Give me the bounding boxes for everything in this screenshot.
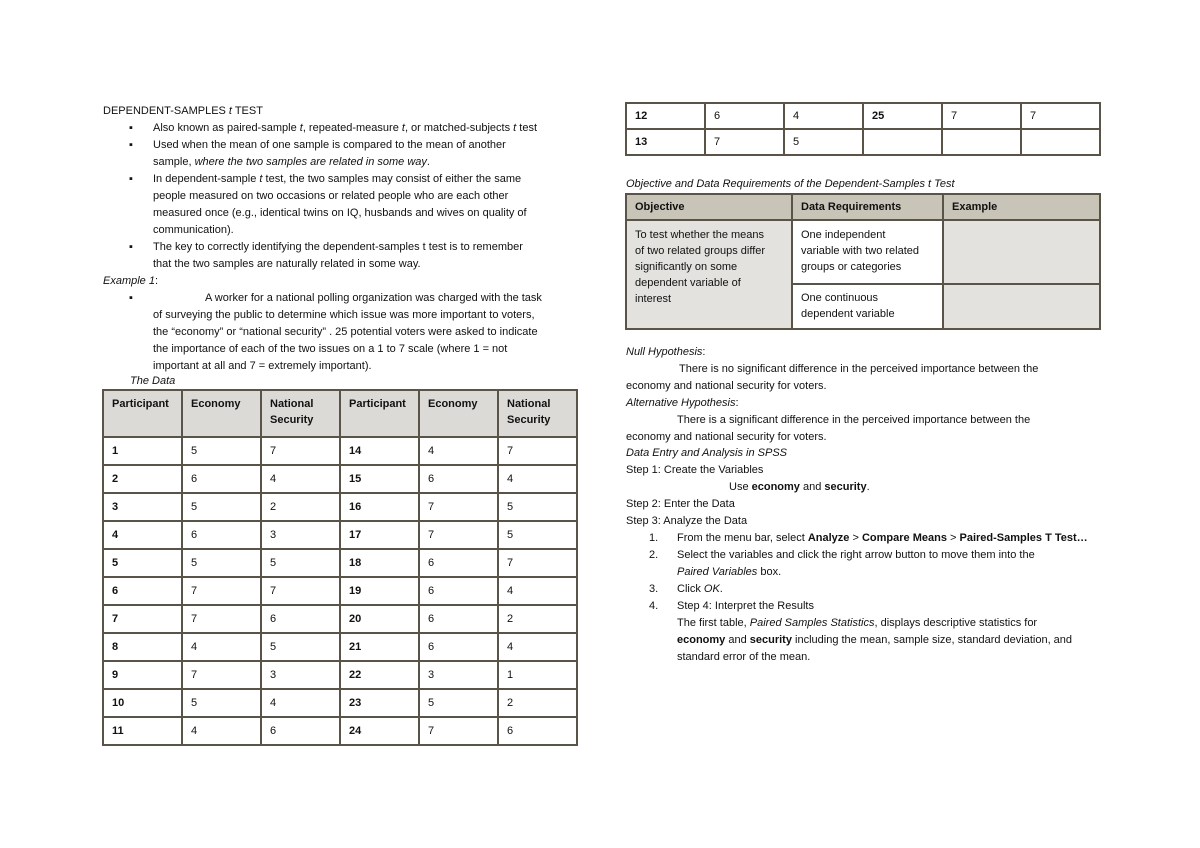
header-cell: Participant	[103, 390, 182, 437]
example-text: ▪ A worker for a national polling organization was charged with the task of surveying the public to determine which issue was more important to voters, the “economy” or “national security” . 25 potential voters were asked to indicate the importance of each of the two issues on a 1 to 7 scale (where 1 = not important at all and 7 = extremely important).	[129, 292, 542, 372]
table-cell: 7	[498, 549, 577, 577]
table-cell: 6	[498, 717, 577, 745]
header-cell: Participant	[340, 390, 419, 437]
table-row	[103, 465, 577, 493]
table-cell: 2	[498, 689, 577, 717]
step-2: Step 2: Enter the Data	[626, 498, 735, 510]
table-cell: 4	[261, 465, 340, 493]
table-cell: 3	[261, 661, 340, 689]
table-cell: 6	[261, 717, 340, 745]
table-cell: 24	[340, 717, 419, 745]
table-cell: 8	[103, 633, 182, 661]
table-cell: 6	[261, 605, 340, 633]
table-cell: 7	[705, 129, 784, 155]
table-cell: 7	[419, 717, 498, 745]
table-cell: 10	[103, 689, 182, 717]
table-cell: 5	[103, 549, 182, 577]
table-cell: 7	[419, 493, 498, 521]
step-3: Step 3: Analyze the Data	[626, 515, 748, 527]
table-cell: 2	[261, 493, 340, 521]
table-row	[103, 437, 577, 465]
table-cell: 4	[498, 633, 577, 661]
requirement-cell: One independent variable with two related groups or categories	[792, 220, 943, 284]
table-cell: 4	[498, 465, 577, 493]
data-caption: The Data	[130, 375, 176, 387]
table-cell: 19	[340, 577, 419, 605]
table-cell: 20	[340, 605, 419, 633]
table-cell	[942, 129, 1021, 155]
table-cell: 2	[498, 605, 577, 633]
table-cell: 7	[419, 521, 498, 549]
table-cell: 3	[103, 493, 182, 521]
table-cell: 6	[419, 465, 498, 493]
bullet-icon: ▪	[129, 139, 133, 151]
bullet-icon: ▪	[129, 292, 133, 304]
table-cell: 4	[784, 103, 863, 129]
table-cell: 7	[498, 437, 577, 465]
table-cell: 7	[261, 577, 340, 605]
table-cell	[863, 129, 942, 155]
table-row	[626, 103, 1100, 129]
header-cell: Economy	[419, 390, 498, 437]
objective-cell: To test whether the means of two related groups differ significantly on some dependent variable of interest	[626, 220, 792, 329]
table-cell: 5	[498, 521, 577, 549]
objective-table	[625, 193, 1101, 330]
table-cell: 3	[419, 661, 498, 689]
table-cell: 6	[705, 103, 784, 129]
table-cell: 6	[419, 549, 498, 577]
table-cell	[1021, 129, 1100, 155]
table-cell: 7	[261, 437, 340, 465]
table-cell: 7	[103, 605, 182, 633]
table-cell: 5	[784, 129, 863, 155]
table-cell: 5	[498, 493, 577, 521]
list-item-1: 1. From the menu bar, select Analyze > Compare Means > Paired-Samples T Test…	[649, 532, 1088, 544]
table-row	[103, 661, 577, 689]
bullet-icon: ▪	[129, 173, 133, 185]
table-cell: 25	[863, 103, 942, 129]
bullet-icon: ▪	[129, 122, 133, 134]
header-cell: Economy	[182, 390, 261, 437]
bullet-2: ▪ Used when the mean of one sample is compared to the mean of another sample, where the two samples are related in some way.	[129, 139, 506, 168]
table-cell: 4	[182, 717, 261, 745]
table-cell: 5	[182, 437, 261, 465]
table-cell: 6	[103, 577, 182, 605]
table-cell: 11	[103, 717, 182, 745]
alt-hypothesis-line-2: economy and national security for voters.	[626, 431, 827, 443]
null-hypothesis-line-2: economy and national security for voters.	[626, 380, 827, 392]
table-cell: 5	[182, 689, 261, 717]
table-row	[103, 717, 577, 745]
table-row	[626, 129, 1100, 155]
table-cell: 4	[419, 437, 498, 465]
list-item-4: 4. Step 4: Interpret the Results The first table, Paired Samples Statistics, displays descriptive statistics for economy and security including the mean, sample size, standard deviation, and standard error of the mean.	[649, 600, 1073, 663]
bullet-4: ▪ The key to correctly identifying the dependent-samples t test is to remember that the two samples are naturally related in some way.	[129, 241, 523, 270]
table-cell: 16	[340, 493, 419, 521]
data-table	[102, 389, 578, 746]
header-cell: Data Requirements	[792, 194, 943, 220]
table-cell: 4	[182, 633, 261, 661]
table-cell: 7	[182, 605, 261, 633]
bullet-1: ▪ Also known as paired-sample t, repeated-measure t, or matched-subjects t test	[153, 120, 583, 137]
list-item-2: 2. Select the variables and click the right arrow button to move them into the Paired Variables box.	[649, 549, 1035, 578]
table-cell: 7	[182, 577, 261, 605]
table-cell: 4	[261, 689, 340, 717]
data-table-continued	[625, 102, 1101, 156]
example-cell	[943, 284, 1100, 329]
table-row	[103, 493, 577, 521]
table-cell: 6	[182, 465, 261, 493]
table-cell: 12	[626, 103, 705, 129]
table-cell: 23	[340, 689, 419, 717]
table-cell: 1	[498, 661, 577, 689]
null-hypothesis-line-1: There is no significant difference in the perceived importance between the	[679, 363, 1039, 375]
list-item-3: 3. Click OK.	[649, 583, 723, 595]
table-cell: 6	[182, 521, 261, 549]
section-title: DEPENDENT-SAMPLES t TEST	[103, 105, 263, 117]
table-cell: 15	[340, 465, 419, 493]
bullet-icon: ▪	[129, 241, 133, 253]
table-row	[103, 521, 577, 549]
table-cell: 5	[182, 549, 261, 577]
bullet-3: ▪ In dependent-sample t test, the two samples may consist of either the same people measured on two occasions or related people who are each other measured once (e.g., identical twins on IQ, husbands and wives on quality of communication).	[129, 173, 527, 236]
step-1: Step 1: Create the Variables	[626, 464, 764, 476]
table-cell: 4	[103, 521, 182, 549]
table-cell: 7	[942, 103, 1021, 129]
table-cell: 5	[182, 493, 261, 521]
table-row	[103, 689, 577, 717]
table-cell: 17	[340, 521, 419, 549]
table-cell: 5	[261, 549, 340, 577]
header-cell: National Security	[498, 390, 577, 437]
table-cell: 14	[340, 437, 419, 465]
table-cell: 13	[626, 129, 705, 155]
header-cell: Objective	[626, 194, 792, 220]
table-row	[103, 633, 577, 661]
table-cell: 21	[340, 633, 419, 661]
header-cell: National Security	[261, 390, 340, 437]
table-cell: 6	[419, 577, 498, 605]
spss-label: Data Entry and Analysis in SPSS	[626, 447, 788, 459]
table-cell: 7	[182, 661, 261, 689]
example-cell	[943, 220, 1100, 284]
requirement-cell: One continuous dependent variable	[792, 284, 943, 329]
table-row	[103, 605, 577, 633]
alt-hypothesis-line-1: There is a significant difference in the perceived importance between the	[677, 414, 1031, 426]
table-cell: 6	[419, 633, 498, 661]
table-cell: 3	[261, 521, 340, 549]
table-cell: 5	[261, 633, 340, 661]
table-header-row	[103, 390, 577, 437]
example-label: Example 1:	[103, 275, 159, 287]
alt-hypothesis-label: Alternative Hypothesis:	[626, 397, 739, 409]
objective-caption: Objective and Data Requirements of the Dependent-Samples t Test	[626, 178, 955, 190]
table-cell: 4	[498, 577, 577, 605]
use-variables: Use economy and security.	[729, 481, 870, 493]
table-cell: 2	[103, 465, 182, 493]
table-cell: 18	[340, 549, 419, 577]
table-cell: 5	[419, 689, 498, 717]
table-cell: 9	[103, 661, 182, 689]
null-hypothesis-label: Null Hypothesis:	[626, 346, 706, 358]
table-cell: 22	[340, 661, 419, 689]
table-cell: 1	[103, 437, 182, 465]
table-cell: 7	[1021, 103, 1100, 129]
table-row	[103, 577, 577, 605]
table-row	[103, 549, 577, 577]
header-cell: Example	[943, 194, 1100, 220]
table-cell: 6	[419, 605, 498, 633]
